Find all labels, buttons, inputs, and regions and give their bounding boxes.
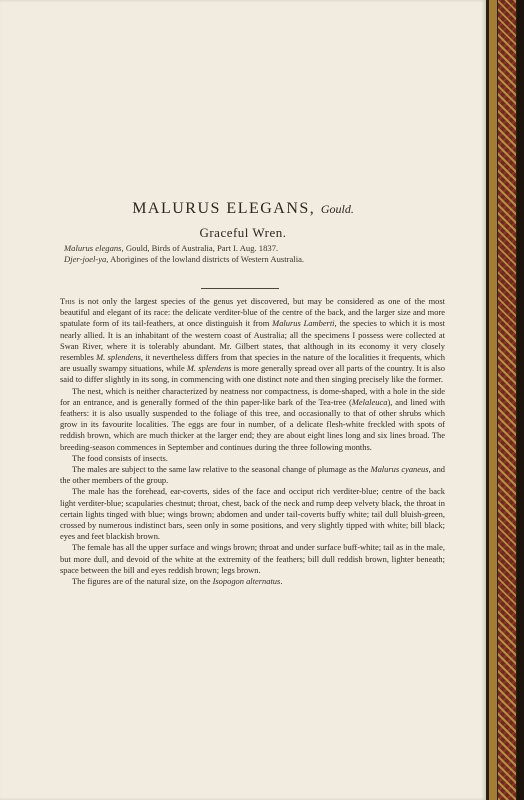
species-ref: M. splendens — [186, 363, 232, 374]
section-divider — [201, 288, 279, 289]
paragraph-nest — [60, 386, 445, 453]
gilt-edge — [489, 0, 497, 800]
species-author: Gould. — [320, 202, 354, 216]
text-run: ), and lined with feathers: it is also usually suspended to the foliage of this tree, and occasionally to that of other shrubs which grow in its favourite localities. The eggs are four in number, of a delicate flesh-white freckled with spots of reddish brown, which are much thicker at the larger end; they are about eight lines long and six lines broad. The breeding-season commences in September and continues during the three following months. — [60, 396, 445, 452]
text-run: The males are subject to the same law relative to the seasonal change of plumage as the — [72, 464, 371, 475]
text-run: is more generally spread over all parts of the country. It is also said to differ slightly in its song, in commencing with one distinct note and then singing precisely like the former. — [60, 363, 445, 385]
synonym-line — [64, 243, 444, 254]
species-ref: Malurus cyaneus — [370, 464, 429, 475]
species-name: MALURUS ELEGANS, — [132, 200, 316, 217]
synonym-reference: Gould, Birds of Australia, Part I. Aug. 1837. — [125, 243, 279, 253]
common-name: Graceful Wren. — [199, 225, 287, 240]
body-text — [60, 296, 445, 587]
paragraph-description — [60, 296, 445, 386]
synonym-name: Malurus elegans, — [64, 243, 124, 253]
book-binding-edge — [486, 0, 524, 800]
text-run: . — [280, 576, 283, 587]
cover-edge — [517, 0, 524, 800]
text-run: , it nevertheless differs from that species in the nature of the localities it frequents, which are usually swampy situations, while — [60, 352, 445, 374]
marbled-endpaper — [498, 0, 516, 800]
lead-word: This — [60, 296, 75, 306]
text-run: is not only the largest species of the genus yet discovered, but may be considered as one of the most beautiful and elegant of its race: the delicate verditer-blue of the centre of the back, and the larger size and more spatulate form of its tail-feathers, at once distinguish it from — [60, 296, 445, 329]
species-title — [0, 200, 486, 218]
text-run: , the species to which it is most nearly allied. It is an inhabitant of the western coast of Australia; all the specimens I possess were collected at Swan River, where it is tolerably abundant. Mr. Gilbert states, that although in its economy it very closely resembles — [60, 318, 445, 363]
synonym-reference: Aborigines of the lowland districts of Western Australia. — [110, 254, 305, 264]
paragraph-plumage — [60, 464, 445, 486]
species-ref: Melaleuca — [351, 396, 388, 407]
paragraph-female: The female has all the upper surface and wings brown; throat and under surface buff-white; tail as in the male, but more dull, and devoid of the white at the extremity of the feathers; bill dull reddish brown, lighter beneath; space between the bill and eyes reddish brown; legs brown. — [60, 542, 445, 575]
paragraph-male: The male has the forehead, ear-coverts, sides of the face and occiput rich verditer-blue; centre of the back light verditer-blue; scapularies chestnut; throat, chest, back of the neck and rump deep velvety black, the throat in certain lights tinged with blue; wings brown; abdomen and under tail-coverts buffy white; tail dull bluish-green, crossed by numerous indistinct bars, seen only in some positions, and very slightly tipped with white; bill black; eyes and feet blackish brown. — [60, 486, 445, 542]
text-run: , and the other members of the group. — [60, 464, 446, 486]
paragraph-food: The food consists of insects. — [72, 452, 168, 463]
species-ref: Isopogon alternatus — [212, 576, 281, 587]
species-ref: M. splendens — [96, 352, 141, 363]
synonym-line — [64, 254, 444, 265]
species-ref: Malurus Lamberti — [272, 318, 335, 329]
title-block — [0, 200, 486, 241]
text-run: The figures are of the natural size, on the — [72, 576, 213, 587]
text-run: The nest, which is neither characterized by neatness nor compactness, is dome-shaped, with a hole in the side for an entrance, and is generally formed of the thin paper-like bark of the Tea-tree ( — [60, 385, 445, 407]
paragraph-figures — [60, 576, 445, 587]
synonym-list — [64, 243, 444, 265]
synonym-name: Djer-joel-ya, — [64, 254, 109, 264]
